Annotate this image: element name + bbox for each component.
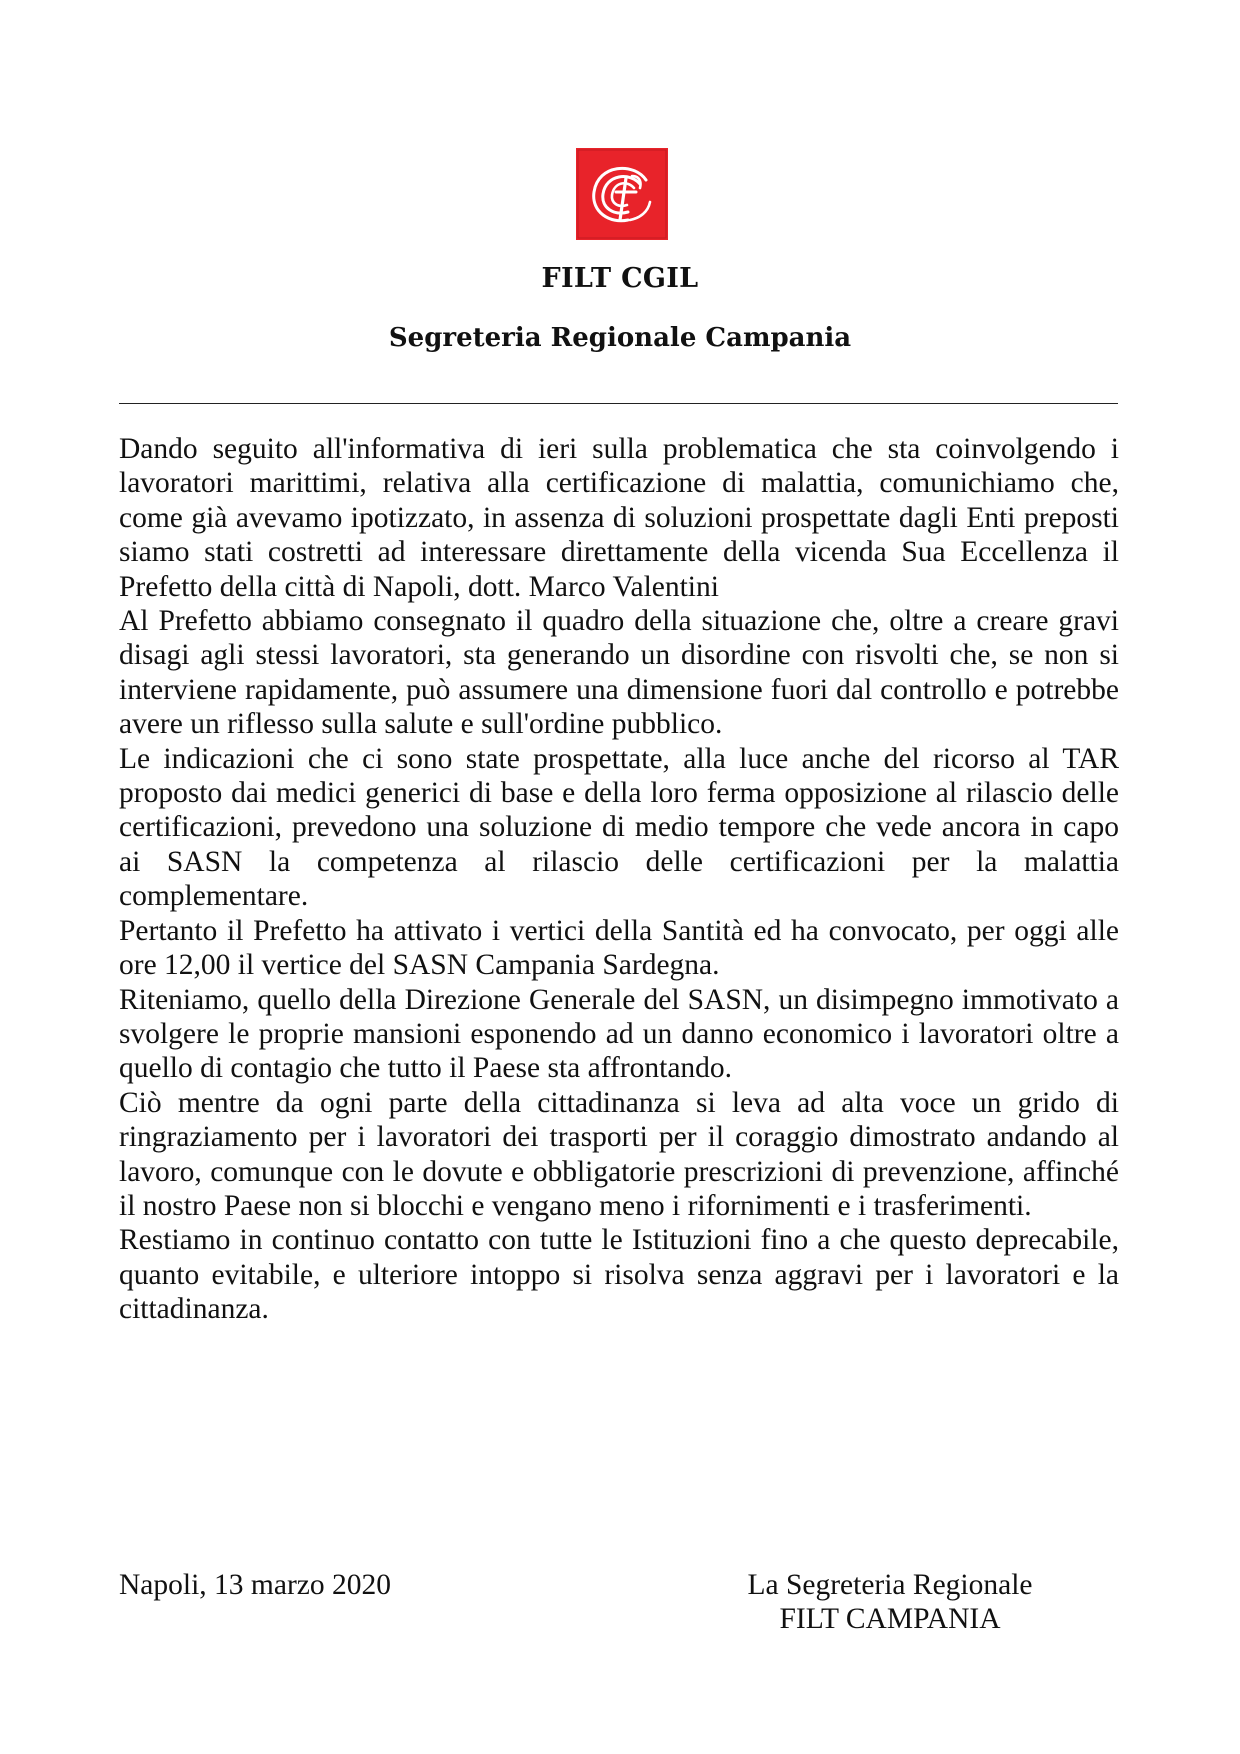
body-paragraph: Ciò mentre da ogni parte della cittadinanza si leva ad alta voce un grido di ringraziamento per i lavoratori dei trasporti per il coraggio dimostrato andando al lavoro, comunque con le dovute e obbligatorie prescrizioni di prevenzione, affinché il nostro Paese non si blocchi e vengano meno i rifornimenti e i trasferimenti. (119, 1086, 1119, 1222)
body-paragraph: Le indicazioni che ci sono state prospettate, alla luce anche del ricorso al TAR proposto dai medici generici di base e della loro ferma opposizione al rilascio delle certificazioni, prevedono una soluzione di medio tempore che vede ancora in capo ai SASN la competenza al rilascio delle certificazioni per la malattia complementare. (119, 742, 1119, 913)
body-paragraph: Al Prefetto abbiamo consegnato il quadro della situazione che, oltre a creare gravi disagi agli stessi lavoratori, sta generando un disordine con risvolti che, se non si interviene rapidamente, può assumere una dimensione fuori dal controllo e potrebbe avere un riflesso sulla salute e sull'ordine pubblico. (119, 605, 1119, 741)
organization-name: FILT CGIL (541, 263, 699, 294)
body-paragraph: Riteniamo, quello della Direzione Generale del SASN, un disimpegno immotivato a svolgere le proprie mansioni esponendo ad un danno economico i lavoratori oltre a quello di contagio che tutto il Paese sta affrontando. (119, 983, 1119, 1085)
signature-line: FILT CAMPANIA (779, 1603, 1001, 1635)
header-divider (119, 403, 1118, 404)
filt-cgil-logo-icon (576, 148, 668, 240)
place-date: Napoli, 13 marzo 2020 (119, 1569, 391, 1601)
body-paragraph: Dando seguito all'informativa di ieri sulla problematica che sta coinvolgendo i lavoratori marittimi, relativa alla certificazione di malattia, comunichiamo che, come già avevamo ipotizzato, in assenza di soluzioni prospettate dagli Enti preposti siamo stati costretti ad interessare direttamente della vicenda Sua Eccellenza il Prefetto della città di Napoli, dott. Marco Valentini (119, 433, 1119, 603)
logo-background (576, 148, 668, 240)
signature-block (690, 1568, 1090, 1636)
organization-subtitle: Segreteria Regionale Campania (388, 323, 852, 353)
signature-line: La Segreteria Regionale (747, 1569, 1033, 1601)
letter-body (119, 432, 1119, 1327)
body-paragraph: Pertanto il Prefetto ha attivato i vertici della Santità ed ha convocato, per oggi alle ore 12,00 il vertice del SASN Campania Sardegna. (119, 914, 1119, 982)
body-paragraph: Restiamo in continuo contatto con tutte le Istituzioni fino a che questo deprecabile, quanto evitabile, e ulteriore intoppo si risolva senza aggravi per i lavoratori e la cittadinanza. (119, 1224, 1119, 1326)
